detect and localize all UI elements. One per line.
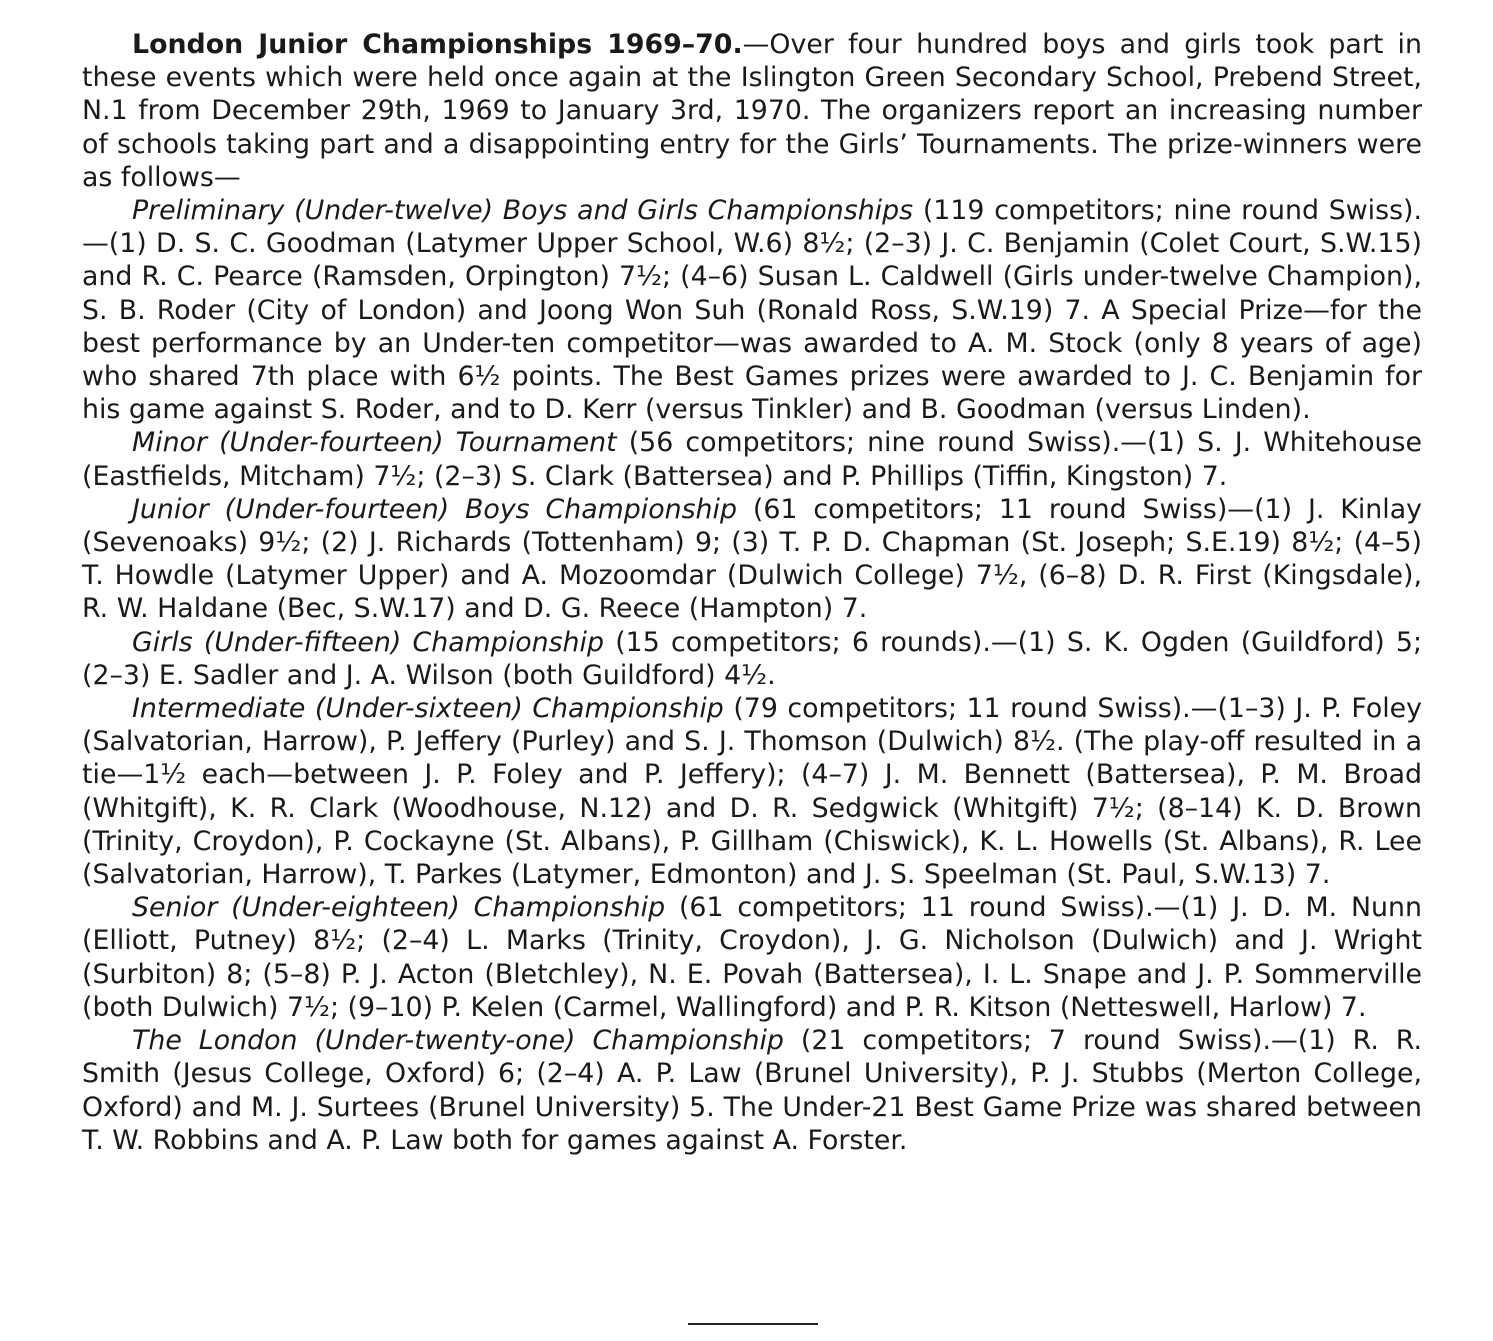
section-heading: Minor (Under-fourteen) Tournament [132, 427, 617, 459]
paragraph-text: (79 competitors; 11 round Swiss).—(1–3) J. P. Foley (Salvatorian, Harrow), P. Jeffery (Purley) and S. J. Thomson (Dulwich) 8½. (The play-off resulted in a tie—1½ each—between J. P. Foley and P. Jeffery); (4–7) J. M. Bennett (Battersea), P. M. Broad (Whitgift), K. R. Clark (Woodhouse, N.12) and D. R. Sedgwick (Whitgift) 7½; (8–14) K. D. Brown (Trinity, Croydon), P. Cockayne (St. Albans), P. Gillham (Chiswick), K. L. Howells (St. Albans), R. Lee (Salvatorian, Harrow), T. Parkes (Latymer, Edmonton) and J. S. Speelman (St. Paul, S.W.13) 7. [82, 693, 1422, 891]
paragraph-senior [82, 891, 1422, 1024]
paragraph-under-21 [82, 1024, 1422, 1157]
section-heading: Girls (Under-fifteen) Championship [132, 626, 604, 658]
section-heading: Intermediate (Under-sixteen) Championship [132, 693, 724, 725]
paragraph-text: (119 competitors; nine round Swiss).—(1) D. S. C. Goodman (Latymer Upper School, W.6) 8½; (2–3) J. C. Benjamin (Colet Court, S.W.15) and R. C. Pearce (Ramsden, Orpington) 7½; (4–6) Susan L. Caldwell (Girls under-twelve Champion), S. B. Roder (City of London) and Joong Won Suh (Ronald Ross, S.W.19) 7. A Special Prize—for the best performance by an Under-ten competitor—was awarded to A. M. Stock (only 8 years of age) who shared 7th place with 6½ points. The Best Games prizes were awarded to J. C. Benjamin for his game against S. Roder, and to D. Kerr (versus Tinkler) and B. Goodman (versus Linden). [82, 195, 1423, 426]
paragraph-text: (56 competitors; nine round Swiss).—(1) S. J. Whitehouse (Eastfields, Mitcham) 7½; (2–3) S. Clark (Battersea) and P. Phillips (Tiffin, Kingston) 7. [82, 427, 1422, 492]
article-title: London Junior Championships 1969–70. [132, 29, 743, 60]
section-heading: Preliminary (Under-twelve) Boys and Girls Championships [132, 195, 914, 227]
paragraph-text: —Over four hundred boys and girls took part in these events which were held once again at the Islington Green Secondary School, Prebend Street, N.1 from December 29th, 1969 to January 3rd, 1970. The organizers report an increasing number of schools taking part and a disappointing entry for the Girls’ Tournaments. The prize-winners were as follows— [82, 29, 1422, 193]
paragraph-text: (21 competitors; 7 round Swiss).—(1) R. R. Smith (Jesus College, Oxford) 6; (2–4) A. P. Law (Brunel University), P. J. Stubbs (Merton College, Oxford) and M. J. Surtees (Brunel University) 5. The Under-21 Best Game Prize was shared between T. W. Robbins and A. P. Law both for games against A. Forster. [82, 1025, 1422, 1156]
paragraph-intermediate [82, 692, 1422, 891]
paragraph-text: (15 competitors; 6 rounds).—(1) S. K. Ogden (Guildford) 5; (2–3) E. Sadler and J. A. Wilson (both Guildford) 4½. [82, 626, 1422, 691]
section-heading: Junior (Under-fourteen) Boys Championship [132, 493, 737, 525]
paragraph-minor [82, 426, 1422, 492]
paragraph-intro [82, 28, 1422, 194]
paragraph-text: (61 competitors; 11 round Swiss)—(1) J. Kinlay (Sevenoaks) 9½; (2) J. Richards (Tottenham) 9; (3) T. P. D. Chapman (St. Joseph; S.E.19) 8½; (4–5) T. Howdle (Latymer Upper) and A. Mozoomdar (Dulwich College) 7½, (6–8) D. R. First (Kingsdale), R. W. Haldane (Bec, S.W.17) and D. G. Reece (Hampton) 7. [82, 493, 1422, 625]
paragraph-junior [82, 493, 1422, 626]
article-body [82, 28, 1422, 1157]
paragraph-preliminary [82, 194, 1422, 426]
section-heading: Senior (Under-eighteen) Championship [132, 892, 666, 924]
paragraph-text: (61 competitors; 11 round Swiss).—(1) J. D. M. Nunn (Elliott, Putney) 8½; (2–4) L. Marks (Trinity, Croydon), J. G. Nicholson (Dulwich) and J. Wright (Surbiton) 8; (5–8) P. J. Acton (Bletchley), N. E. Povah (Battersea), I. L. Snape and J. P. Sommerville (both Dulwich) 7½; (9–10) P. Kelen (Carmel, Wallingford) and P. R. Kitson (Netteswell, Harlow) 7. [82, 892, 1422, 1023]
section-heading: The London (Under-twenty-one) Championship [132, 1025, 784, 1057]
section-divider [688, 1323, 818, 1325]
paragraph-girls [82, 626, 1422, 692]
